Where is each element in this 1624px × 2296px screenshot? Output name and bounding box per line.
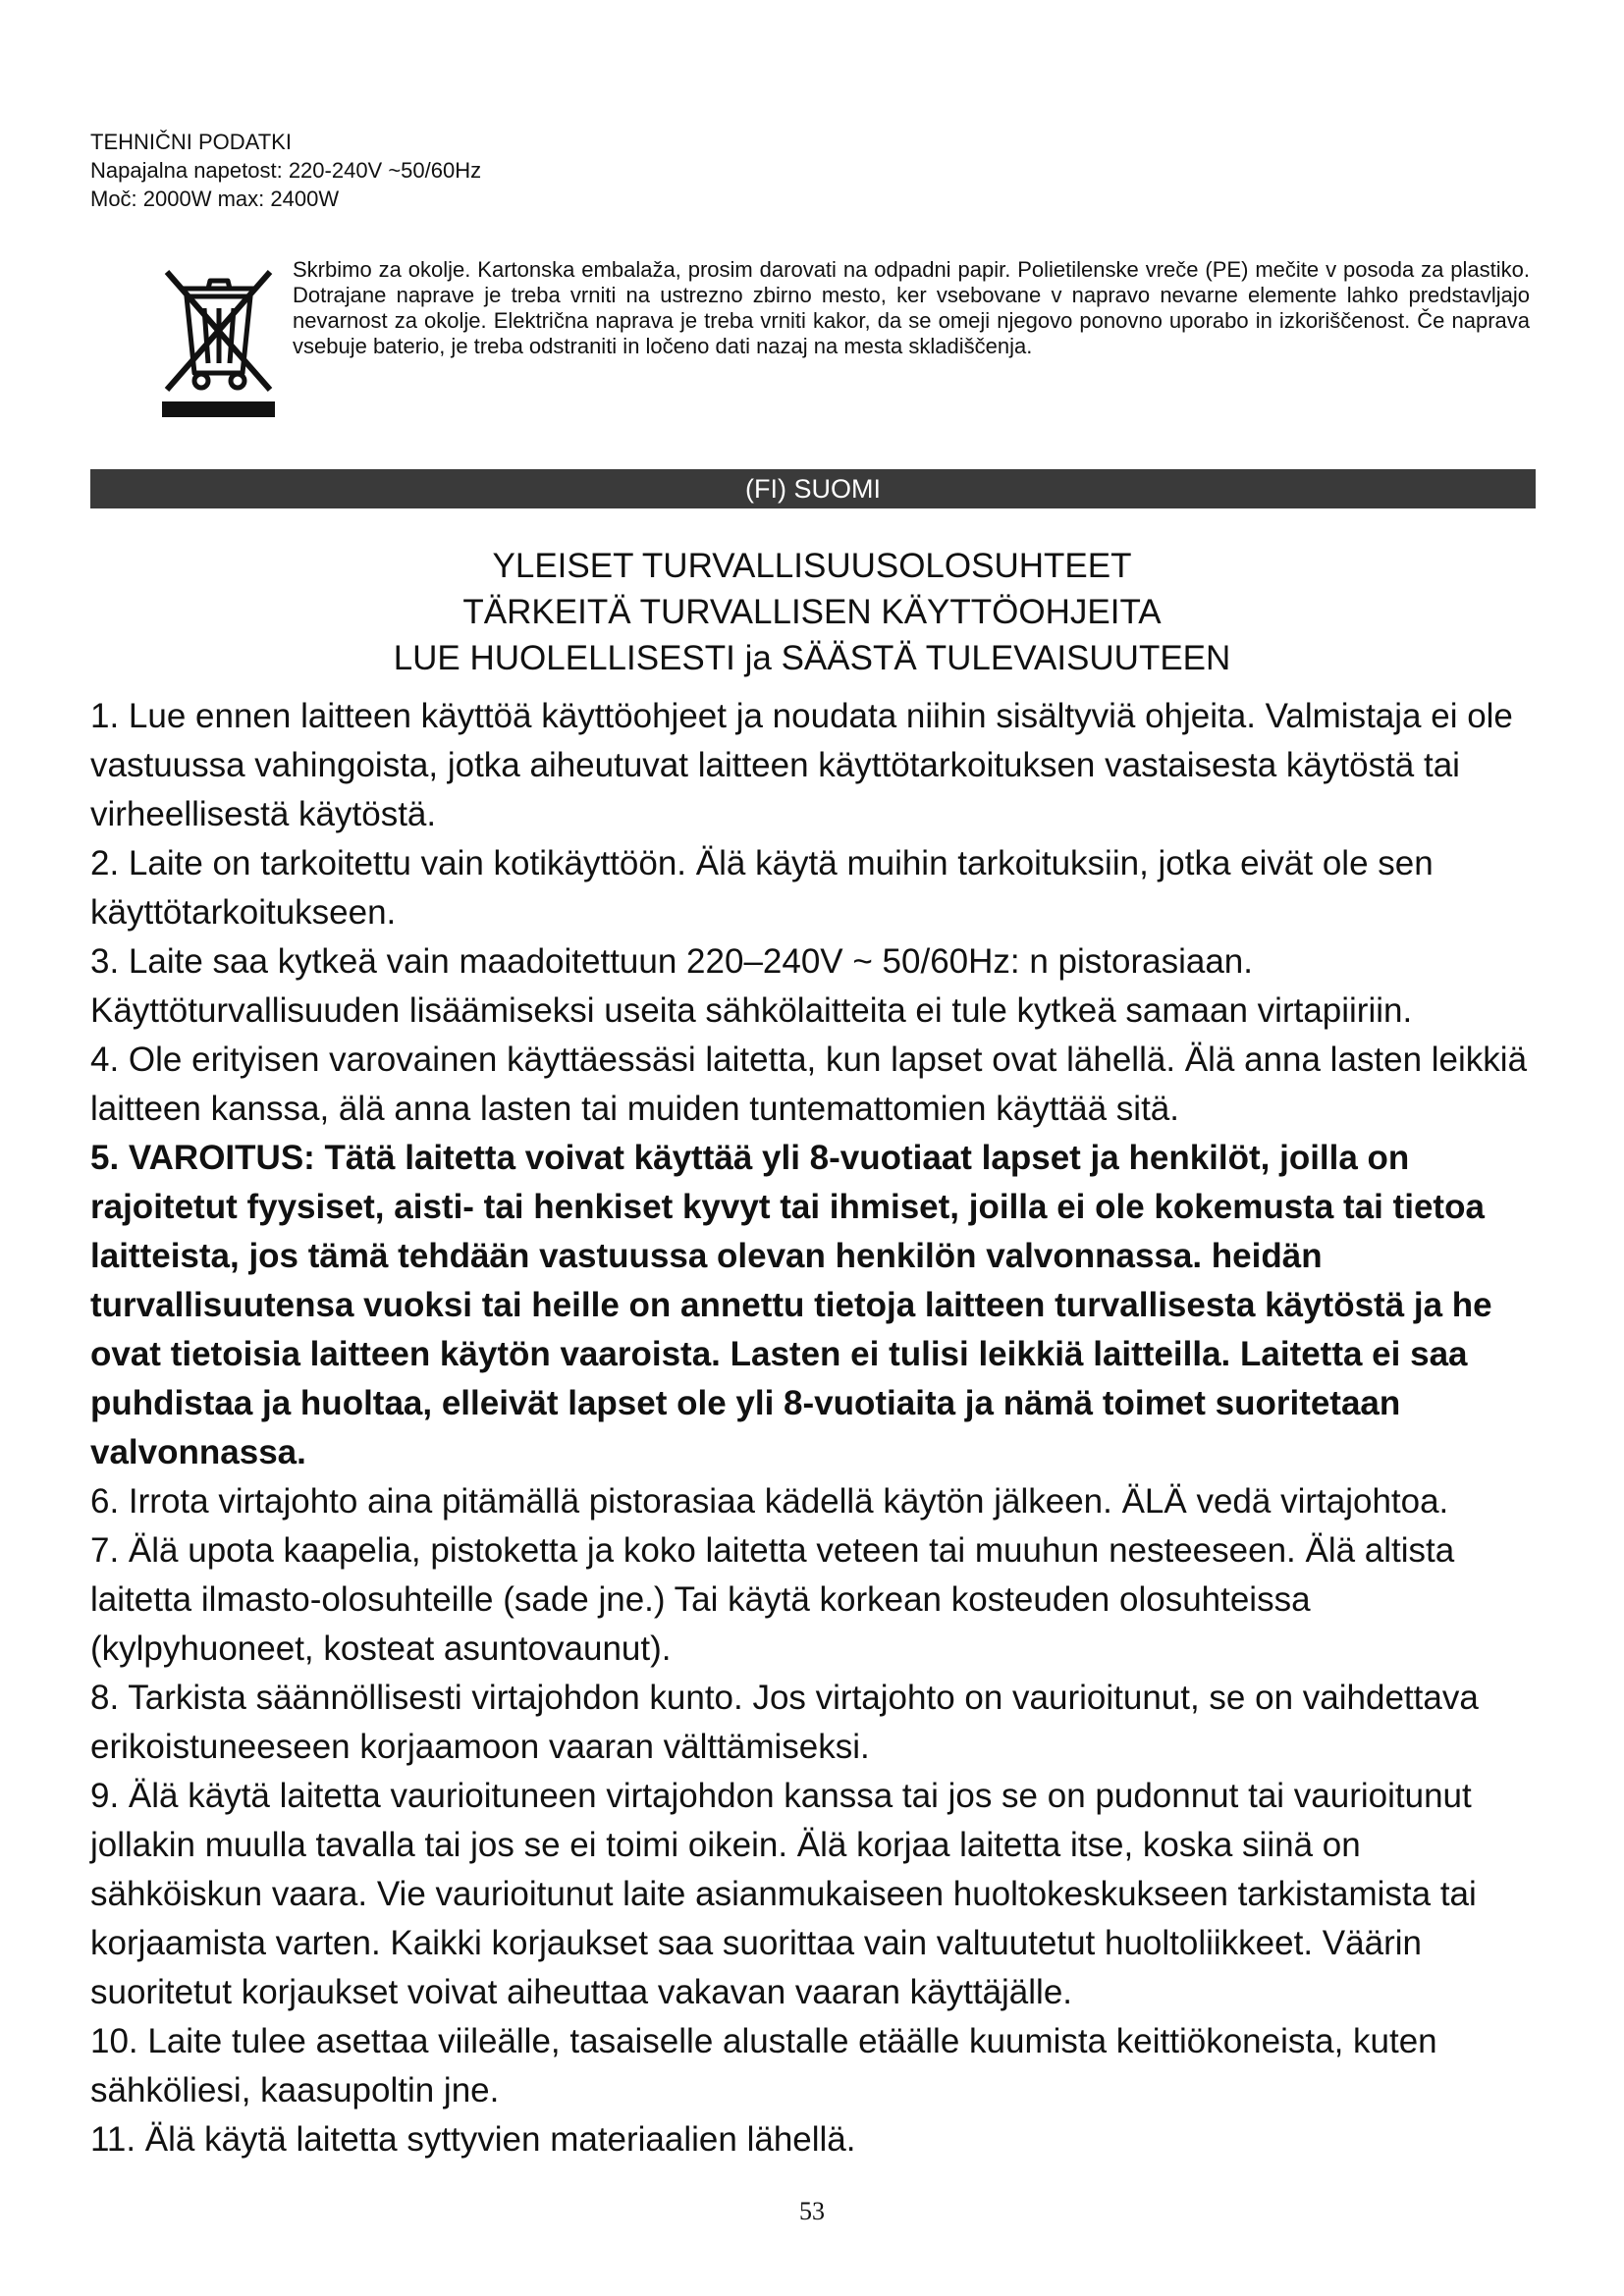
instructions-list [90,692,1538,2164]
environment-notice: Skrbimo za okolje. Kartonska embalaža, prosim darovati na odpadni papir. Polietilenske vreče (PE) mečite v posoda za plastiko. Dotrajane naprave je treba vrniti na ustrezno zbirno mesto, ker vsebovane v napravo nevarne elemente lahko predstavljajo nevarnost za okolje. Električna naprava je treba vrniti kakor, da se omeji njegovo ponovno uporabo in izkoriščenost. Če naprava vsebuje baterio, je treba odstraniti in ločeno dati nazaj na mesta skladiščenja. [293,257,1530,358]
instruction-item-6: 6. Irrota virtajohto aina pitämällä pistorasiaa kädellä käytön jälkeen. ÄLÄ vedä virtajohtoa. [90,1482,1449,1521]
heading-important-instructions: TÄRKEITÄ TURVALLISEN KÄYTTÖOHJEITA [462,593,1162,631]
technical-title: TEHNIČNI PODATKI [90,130,292,154]
technical-power: Moč: 2000W max: 2400W [90,187,340,211]
instruction-item-1: 1. Lue ennen laitteen käyttöä käyttöohjeet ja noudata niihin sisältyviä ohjeita. Valmistaja ei ole vastuussa vahingoista, jotka aiheutuvat laitteen käyttötarkoituksen vastaisesta käytöstä tai virheellisestä käytöstä. [90,697,1513,833]
instruction-item-7: 7. Älä upota kaapelia, pistoketta ja koko laitetta veteen tai muuhun nesteeseen. Älä altista laitetta ilmasto-olosuhteille (sade jne.) Tai käytä korkean kosteuden olosuhteissa (kylpyhuoneet, kosteat asuntovaunut). [90,1531,1455,1668]
instruction-item-11: 11. Älä käytä laitetta syttyvien materiaalien lähellä. [90,2120,856,2159]
technical-voltage: Napajalna napetost: 220-240V ~50/60Hz [90,158,482,183]
instruction-item-2: 2. Laite on tarkoitettu vain kotikäyttöön. Älä käytä muihin tarkoituksiin, jotka eivät ole sen käyttötarkoitukseen. [90,844,1434,932]
instruction-item-10: 10. Laite tulee asettaa viileälle, tasaiselle alustalle etäälle kuumista keittiökoneista, kuten sähköliesi, kaasupoltin jne. [90,2022,1437,2109]
weee-crossed-bin-icon [157,257,280,419]
language-section-bar: (FI) SUOMI [90,469,1536,508]
instruction-item-8: 8. Tarkista säännöllisesti virtajohdon kunto. Jos virtajohto on vaurioitunut, se on vaihdettava erikoistuneeseen korjaamoon vaaran välttämiseksi. [90,1679,1479,1766]
technical-data [90,128,481,213]
section-headings [0,543,1624,681]
page-number: 53 [799,2197,825,2225]
heading-general-safety: YLEISET TURVALLISUUSOLOSUHTEET [492,547,1132,585]
heading-read-carefully: LUE HUOLELLISESTI ja SÄÄSTÄ TULEVAISUUTEEN [393,639,1231,677]
instruction-item-3: 3. Laite saa kytkeä vain maadoitettuun 220–240V ~ 50/60Hz: n pistorasiaan. Käyttöturvallisuuden lisäämiseksi useita sähkölaitteita ei tule kytkeä samaan virtapiiriin. [90,942,1413,1030]
instruction-item-4: 4. Ole erityisen varovainen käyttäessäsi laitetta, kun lapset ovat lähellä. Älä anna lasten leikkiä laitteen kanssa, älä anna lasten tai muiden tuntemattomien käyttää sitä. [90,1041,1528,1128]
instruction-item-9: 9. Älä käytä laitetta vaurioituneen virtajohdon kanssa tai jos se on pudonnut tai vaurioitunut jollakin muulla tavalla tai jos se ei toimi oikein. Älä korjaa laitetta itse, koska siinä on sähköiskun vaara. Vie vaurioitunut laite asianmukaiseen huoltokeskukseen tarkistamista tai korjaamista varten. Kaikki korjaukset saa suorittaa vain valtuutetut huoltoliikkeet. Väärin suoritetut korjaukset voivat aiheuttaa vakavan vaaran käyttäjälle. [90,1777,1477,2011]
instruction-item-5-warning: 5. VAROITUS: Tätä laitetta voivat käyttää yli 8-vuotiaat lapset ja henkilöt, joilla on rajoitetut fyysiset, aisti- tai henkiset kyvyt tai ihmiset, joilla ei ole kokemusta tai tietoa laitteista, jos tämä tehdään vastuussa olevan henkilön valvonnassa. heidän turvallisuutensa vuoksi tai heille on annettu tietoja laitteen turvallisesta käytöstä ja he ovat tietoisia laitteen käytön vaaroista. Lasten ei tulisi leikkiä laitteilla. Laitetta ei saa puhdistaa ja huoltaa, elleivät lapset ole yli 8-vuotiaita ja nämä toimet suoritetaan valvonnassa. [90,1139,1492,1471]
